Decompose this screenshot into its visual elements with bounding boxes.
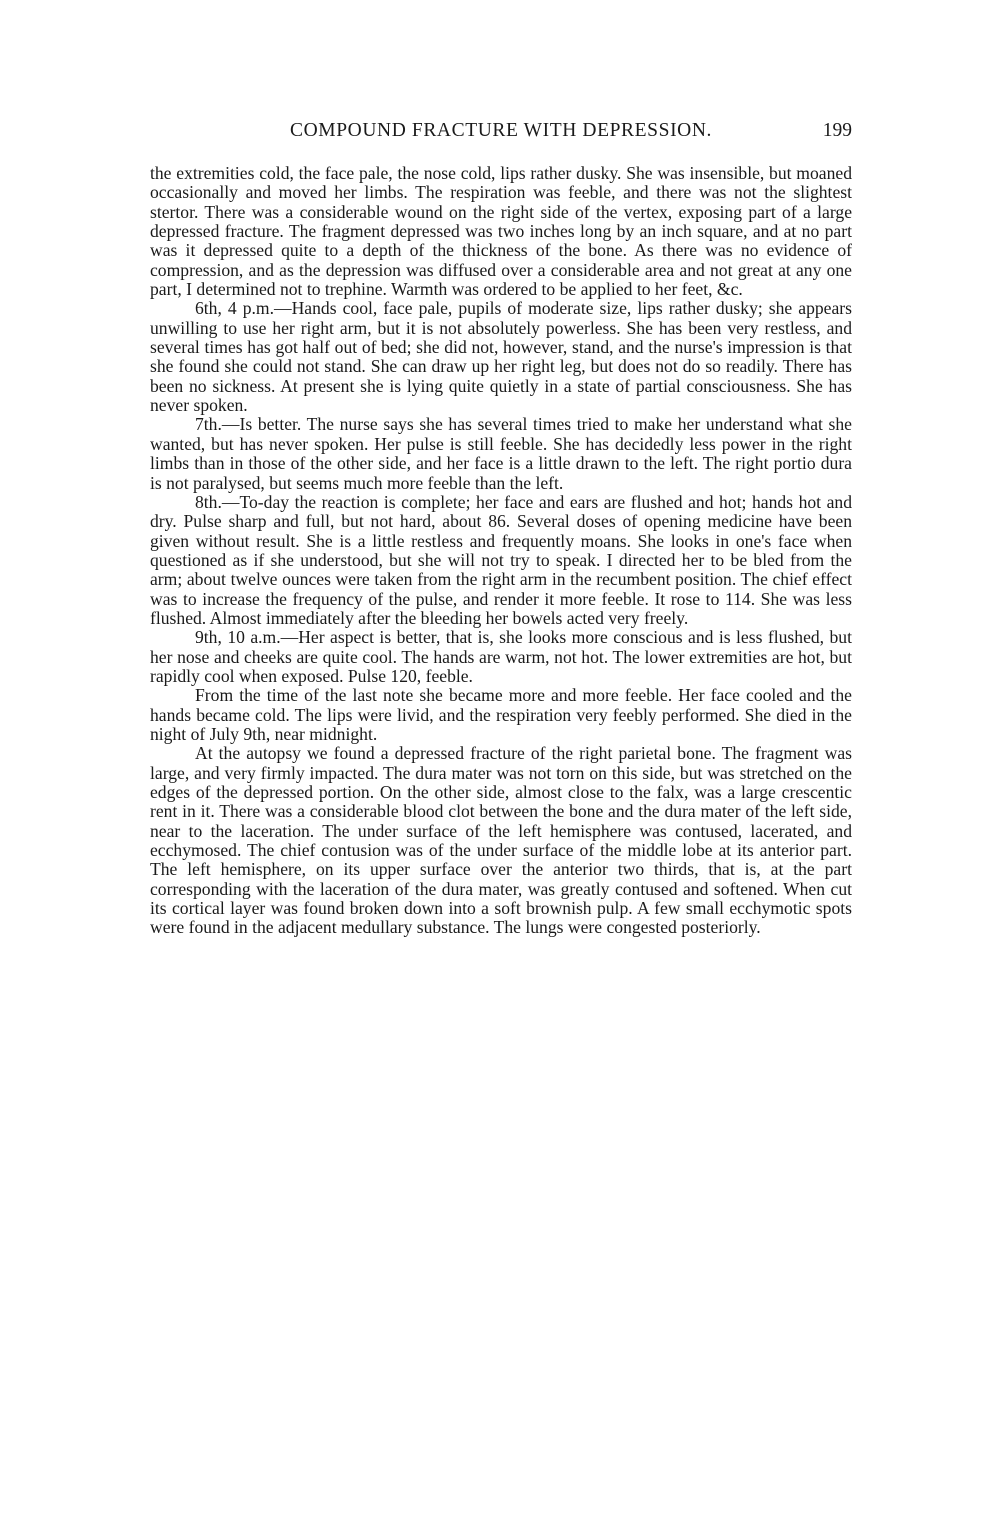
paragraph-8th: 8th.—To-day the reaction is complete; her face and ears are flushed and hot; hands hot and dry. Pulse sharp and full, but not hard, about 86. Several doses of opening medicine have been given without result. She is a little restless and frequently moans. She looks in one's face when questioned as if she understood, but she will not try to speak. I directed her to be bled from the arm; about twelve ounces were taken from the right arm in the recumbent position. The chief effect was to increase the frequency of the pulse, and render it more feeble. It rose to 114. She was less flushed. Almost immediately after the bleeding her bowels acted very freely.: [150, 491, 852, 628]
page-header: [150, 120, 852, 150]
paragraph-6th: 6th, 4 p.m.—Hands cool, face pale, pupils of moderate size, lips rather dusky; she appears unwilling to use her right arm, but it is not absolutely powerless. She has been very restless, and several times has got half out of bed; she did not, however, stand, and the nurse's impression is that she found she could not stand. She can draw up her right leg, but does not do so readily. There has been no sickness. At present she is lying quite quietly in a state of partial consciousness. She has never spoken.: [150, 298, 852, 416]
page-number: 199: [822, 120, 852, 141]
paragraph-continuation: the extremities cold, the face pale, the nose cold, lips rather dusky. She was insensible, but moaned occasionally and moved her limbs. The respiration was feeble, and there was not the slightest stertor. There was a considerable wound on the right side of the vertex, exposing part of a large depressed fracture. The fragment depressed was two inches long by an inch square, and at no part was it depressed quite to a depth of the thickness of the bone. As there was no evidence of compression, and as the depression was diffused over a considerable area and not great at any one part, I determined not to trephine. Warmth was ordered to be applied to her feet, &c.: [150, 163, 852, 300]
paragraph-7th: 7th.—Is better. The nurse says she has several times tried to make her understand what she wanted, but has never spoken. Her pulse is still feeble. She has decidedly less power in the right limbs than in those of the other side, and her face is a little drawn to the left. The right portio dura is not paralysed, but seems much more feeble than the left.: [150, 414, 852, 493]
running-title: COMPOUND FRACTURE WITH DEPRESSION.: [290, 120, 712, 141]
paragraph-autopsy: At the autopsy we found a depressed fracture of the right parietal bone. The fragment was large, and very firmly impacted. The dura mater was not torn on this side, but was stretched on the edges of the depressed portion. On the other side, almost close to the falx, was a large crescentic rent in it. There was a considerable blood clot between the bone and the dura mater of the left side, near to the laceration. The under surface of the left hemisphere was contused, lacerated, and ecchymosed. The chief contusion was of the under surface of the middle lobe at its anterior part. The left hemisphere, on its upper surface over the anterior two thirds, that is, at the part corresponding with the laceration of the dura mater, was greatly contused and softened. When cut its cortical layer was found broken down into a soft brownish pulp. A few small ecchymotic spots were found in the adjacent medullary substance. The lungs were congested posteriorly.: [150, 743, 852, 938]
paragraph-death: From the time of the last note she became more and more feeble. Her face cooled and the hands became cold. The lips were livid, and the respiration very feebly performed. She died in the night of July 9th, near midnight.: [150, 685, 852, 744]
body-text: [150, 164, 852, 938]
paragraph-9th: 9th, 10 a.m.—Her aspect is better, that is, she looks more conscious and is less flushed, but her nose and cheeks are quite cool. The hands are warm, not hot. The lower extremities are hot, but rapidly cool when exposed. Pulse 120, feeble.: [150, 627, 852, 686]
